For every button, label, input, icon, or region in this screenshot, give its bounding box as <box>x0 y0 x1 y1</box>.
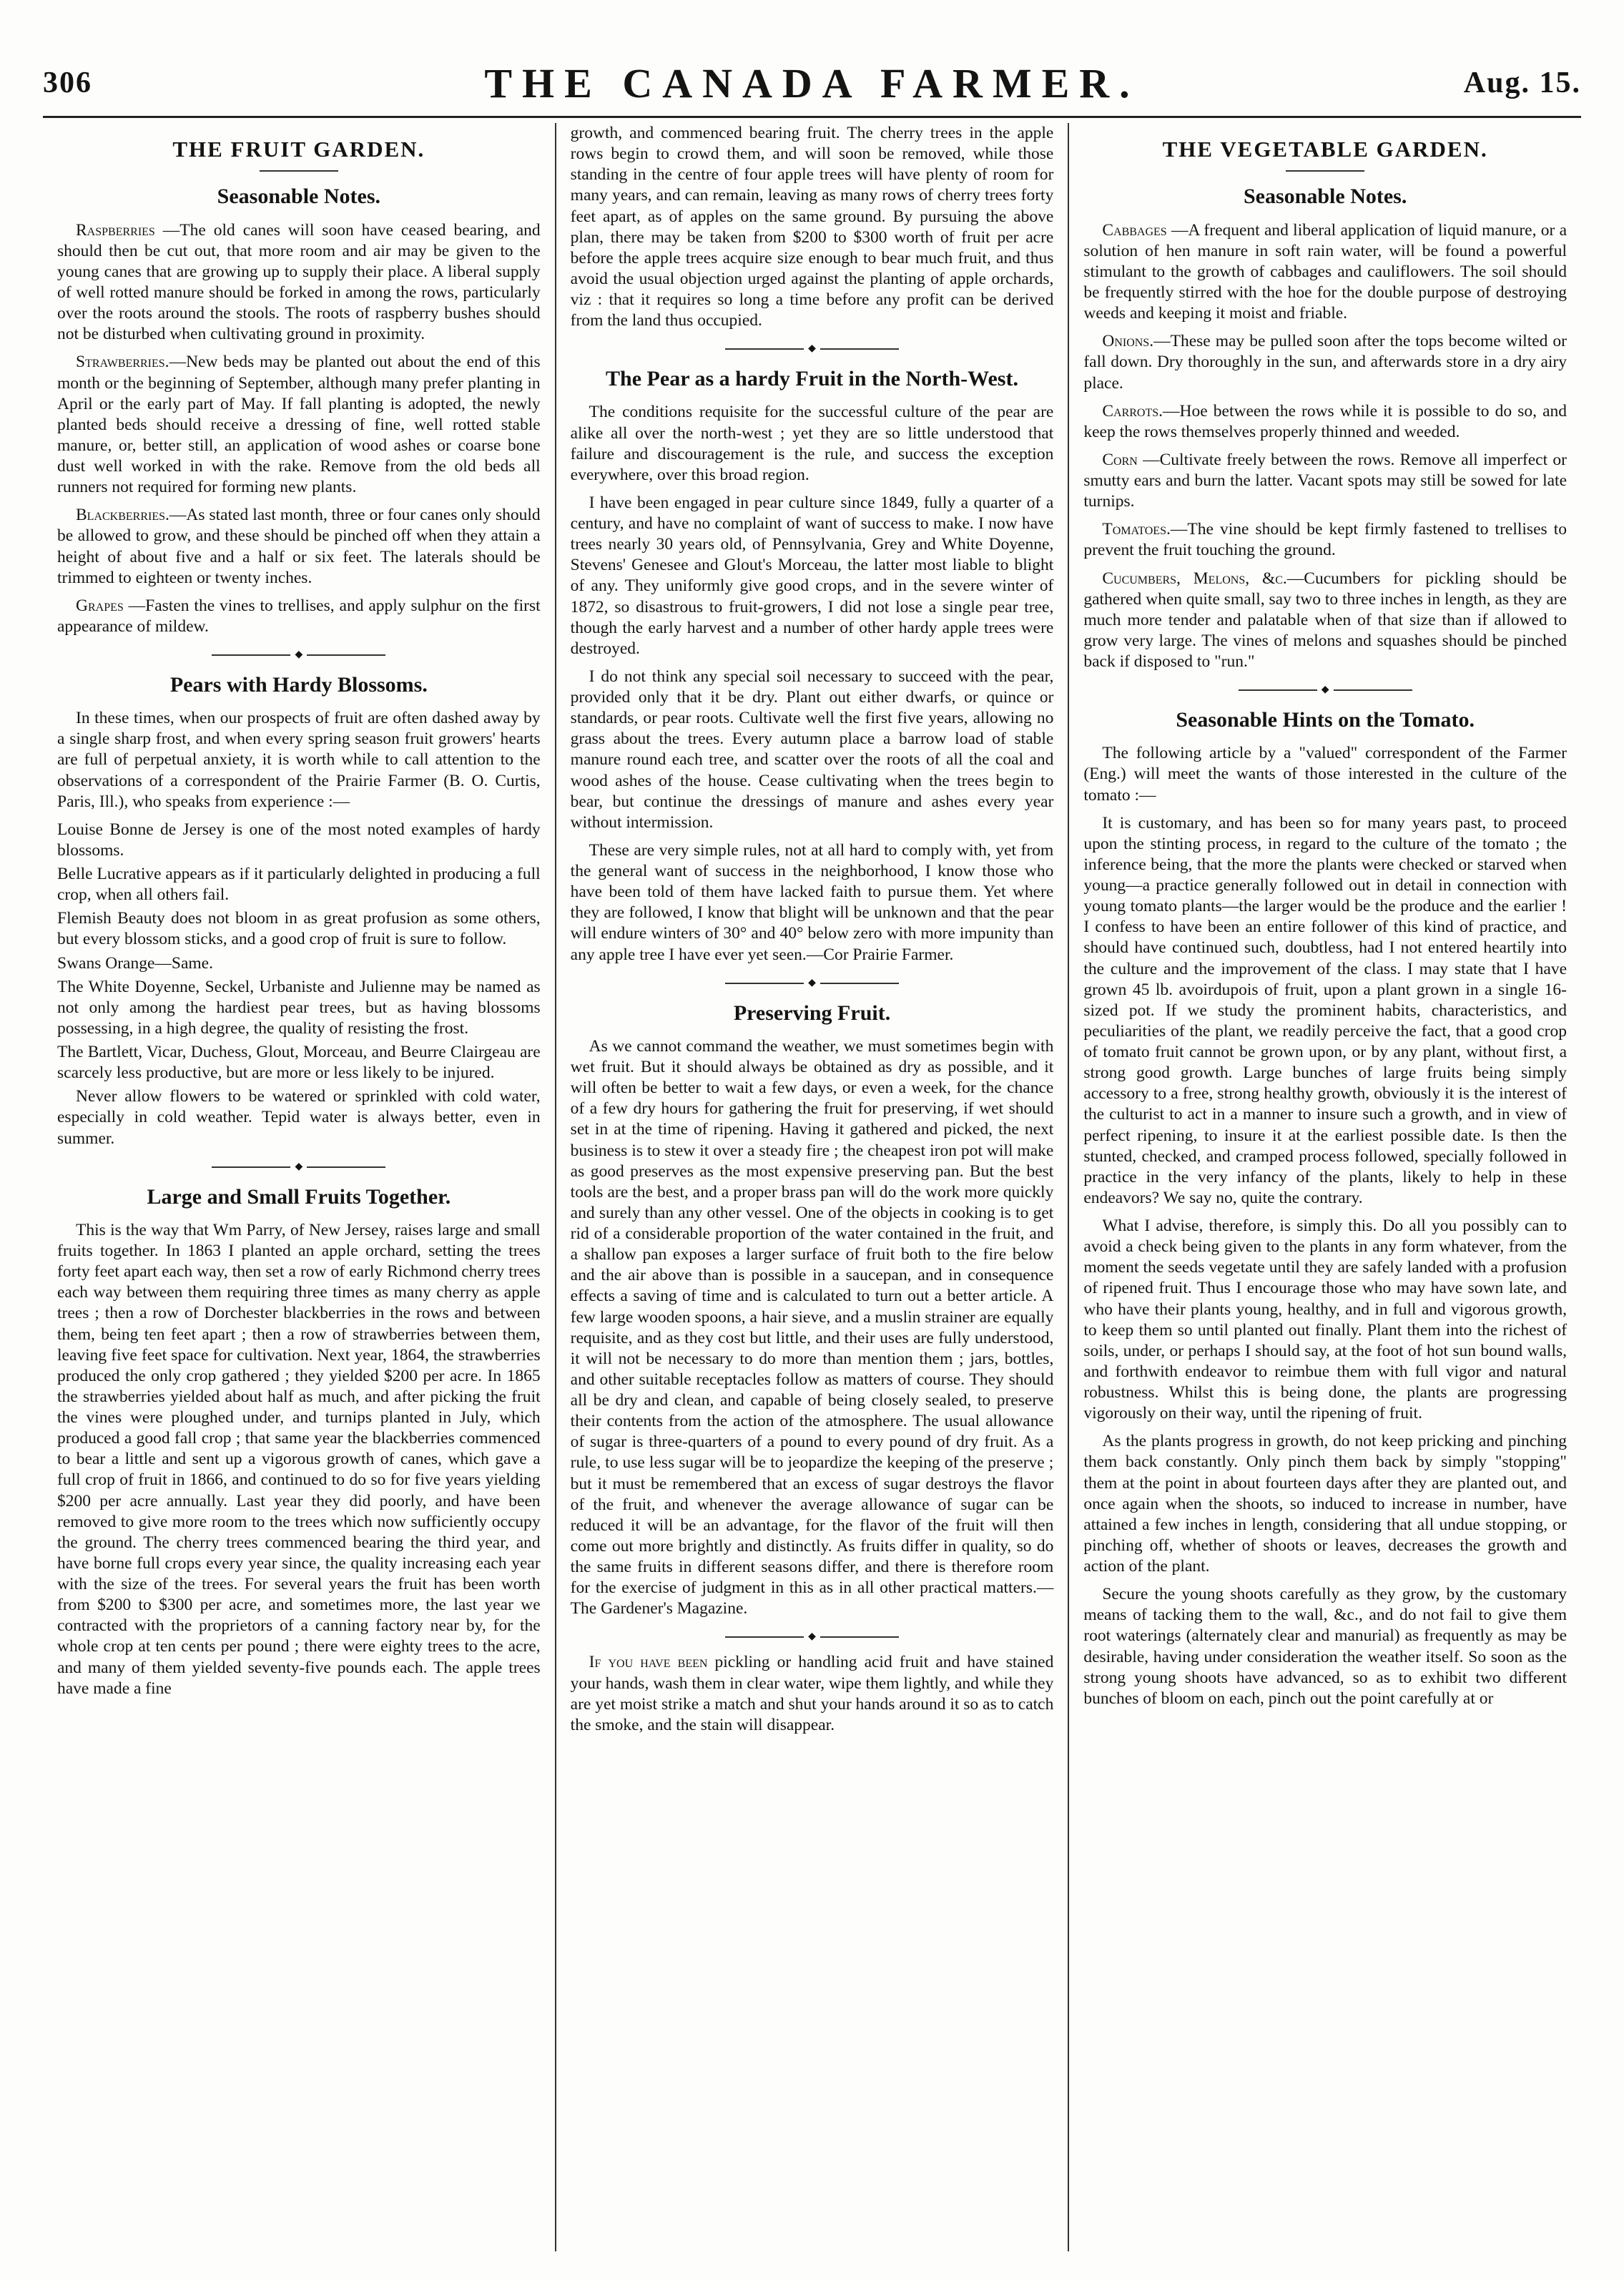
carrots-paragraph <box>1083 401 1567 443</box>
grapes-lead: Grapes <box>76 596 124 615</box>
raspberries-text: —The old canes will soon have ceased bearing, and should then be cut out, that more room and air may be given to the young canes that are growing up to supply their place. A liberal supply of well rotted manure should be forked in among the rows, particularly over the roots around the stools. The roots of raspberry bushes should not be disturbed when cultivating ground in proximity. <box>57 220 541 344</box>
column-1 <box>43 123 555 2251</box>
tomato-hints-paragraph: It is customary, and has been so for many years past, to proceed upon the stinting process, in regard to the culture of the tomato ; the inference being, that the more the plants were checked or starved when young—a practice generally followed out in detail in connection with young tomato plants—the larger would be the produce and the earlier ! I confess to have been an entire follower of this kind of practice, and should have continued such, doubtless, had I not entered heartily into the culture and the improvement of the class. I may state that I have grown 45 lb. avoirdupois of fruit, upon a plant grown in a single 16-sized pot. If we study the prominent habits, characteristics, and peculiarities of the plant, we readily perceive the fact, that a good crop of tomato fruit cannot be grown upon, or by any plant, without first, a strong good growth. Large bunches of large fruits being simply accessory to a free, strong healthy growth, obviously it is the interest of the culturist to act in a manner to insure such a growth, and in view of perfect ripening, to insure it at the earliest possible date. Is then the stunted, checked, and cramped process followed, specially followed in practice in the very infancy of the plants, likely to help in these endeavors? We say no, quite the contrary. <box>1083 813 1568 1207</box>
pear-variety-item: Swans Orange—Same. <box>57 953 213 973</box>
corn-lead: Corn <box>1102 450 1138 469</box>
tomato-hints-intro: The following article by a "valued" correspondent of the Farmer (Eng.) will meet the wants of those interested in the culture of the tomato :— <box>1083 744 1568 805</box>
seasonable-notes-heading: Seasonable Notes. <box>1244 185 1407 209</box>
cucumbers-paragraph <box>1083 569 1567 673</box>
large-small-fruits-heading: Large and Small Fruits Together. <box>147 1184 451 1209</box>
pear-variety-item: Louise Bonne de Jersey is one of the most noted examples of hardy blossoms. <box>57 820 541 860</box>
grapes-text: —Fasten the vines to trellises, and apply sulphur on the first appearance of mildew. <box>57 596 541 636</box>
vegetable-garden-title: THE VEGETABLE GARDEN. <box>1162 137 1488 162</box>
raspberries-paragraph <box>57 220 541 345</box>
pears-hardy-heading: Pears with Hardy Blossoms. <box>169 673 428 697</box>
pear-variety-item: Flemish Beauty does not bloom in as great profusion as some others, but every blossom sticks, and a good crop of fruit is sure to follow. <box>57 909 541 949</box>
pear-northwest-heading: The Pear as a hardy Fruit in the North-West. <box>606 367 1018 391</box>
section-divider: ◆ <box>571 1632 1054 1642</box>
title-rule <box>1286 170 1364 172</box>
carrots-text: —Hoe between the rows while it is possible to do so, and keep the rows themselves properly thinned and weeded. <box>1083 401 1568 441</box>
tomato-hints-heading: Seasonable Hints on the Tomato. <box>1176 708 1475 732</box>
masthead <box>43 50 1581 118</box>
orchard-continuation: growth, and commenced bearing fruit. The cherry trees in the apple rows begin to crowd them, and will soon be removed, while those standing in the centre of four apple trees will have plenty of room for many years, and can remain, leaving as many rows of cherry trees forty feet apart, as of apples on the same ground. By pursuing the above plan, there may be taken from $200 to $300 worth of fruit per acre before the apple trees acquire size enough to bear much fruit, and thus avoid the usual objection urged against the planting of apple orchards, viz : that it requires so long a time before any profit can be derived from the land thus occupied. <box>570 124 1054 330</box>
pear-northwest-paragraph: The conditions requisite for the successful culture of the pear are alike all over the north-west ; yet they are so little understood that failure and discouragement is the rule, and success the exception everywhere, over this broad region. <box>570 403 1054 484</box>
tomatoes-lead: Tomatoes. <box>1102 520 1171 539</box>
cabbages-lead: Cabbages <box>1102 220 1167 240</box>
carrots-lead: Carrots. <box>1102 401 1163 421</box>
newspaper-title: THE CANADA FARMER. <box>484 59 1140 107</box>
pear-northwest-paragraph: I do not think any special soil necessary to succeed with the pear, provided only that it be dry. Plant out either dwarfs, or quince or standards, or pear roots. Cultivate well the first five years, allowing no grass about the trees. Every autumn place a barrow load of stable manure round each tree, and scatter over the roots of all the coal and wood ashes of the house. Cease cultivating when the trees begin to bear, but continue the dressings of manure and ashes every year without intermission. <box>570 667 1054 832</box>
pears-hardy-intro: In these times, when our prospects of fruit are often dashed away by a single sharp frost, and when every spring season fruit growers' hearts are full of perpetual anxiety, it is worth while to call attention to the observations of a correspondent of the Prairie Farmer (B. O. Curtis, Paris, Ill.), who speaks from experience :— <box>57 709 541 811</box>
strawberries-lead: Strawberries. <box>76 353 169 372</box>
strawberries-paragraph <box>57 352 541 498</box>
pear-northwest-paragraph: These are very simple rules, not at all hard to comply with, yet from the general want of success in the neighborhood, I know those who have been told of them have lacked faith to pursue them. Yet where they are followed, I know that blight will be unknown and that the pear will endure winters of 30° and 40° below zero with more impunity than any apple tree I have ever yet seen.—Cor Prairie Farmer. <box>570 840 1054 964</box>
column-2 <box>555 123 1068 2251</box>
preserving-fruit-text: As we cannot command the weather, we must sometimes begin with wet fruit. But it should always be obtained as dry as possible, and it will often be better to wait a few days, or even a week, for the chance of a few dry hours for gathering the fruit for preserving, if wet should set in at the time of ripening. Having it gathered and picked, the next business is to stew it over a steady fire ; the cheapest iron pot will make as good preserves as the most expensive preserving pan. But the best tools are the best, and a proper brass pan will do the work more quickly and surely than any other vessel. One of the objects in cooking is to get rid of a considerable proportion of the water contained in the fruit, and a shallow pan exposes a larger surface of fruit both to the fire below and the air above than is possible in a saucepan, and in consequence effects a saving of time and is calculated to turn out a better article. A few large wooden spoons, a hair sieve, and a muslin strainer are equally requisite, and as they cost but little, and their uses are fully understood, it will not be necessary to do more than mention them ; jars, bottles, and other suitable receptacles follow as matters of course. They should all be dry and clean, and capable of being closely sealed, to preserve their contents from the action of the atmosphere. The usual allowance of sugar is three-quarters of a pound to every pound of dry fruit. As a rule, to use less sugar will be to jeopardize the keeping of the preserve ; but it must be remembered that an excess of sugar destroys the flavor of the fruit, and whenever the average allowance of sugar can be reduced it will be an advantage, for the flavor of the fruit will then come out more brightly and distinctly. As fruits differ in quality, so do the same fruits in different seasons differ, and there is therefore room for the exercise of judgment in this as in all other practical matters.—The Gardener's Magazine. <box>570 1036 1054 1618</box>
section-divider: ◆ <box>57 1162 541 1172</box>
large-small-fruits-text: This is the way that Wm Parry, of New Jersey, raises large and small fruits together. In 1863 I planted an apple orchard, setting the trees forty feet apart each way, then set a row of early Richmond cherry trees each way between them requiring three times as many cherry as apple trees ; then a row of Dorchester blackberries in the rows and between them, being ten feet apart ; then a row of strawberries between them, leaving five feet space for cultivation. Next year, 1864, the strawberries produced the only crop gathered ; they yielded $200 per acre. In 1865 the strawberries yielded about half as much, and after picking the fruit the vines were ploughed under, and turnips planted in July, which produced a good fall crop ; that same year the blackberries commenced to bear a little and sent up a vigorous growth of canes, which gave a full crop of fruit in 1866, and continued to do so for five years yielding $200 per acre annually. Last year they did poorly, and have been removed to give more room to the trees which now sufficiently occupy the ground. The cherry trees commenced bearing the third year, and have borne full crops every year since, the quality increasing each year with the size of the trees. For several years the fruit has been worth from $200 to $300 per acre, and sometimes more, the last year we contracted with the proprietors of a canning factory near by, for the whole crop at ten cents per pound ; there were eighty trees to the acre, and many of them yielded seventy-five pounds each. The apple trees have made a fine <box>57 1220 541 1698</box>
tomato-hints-paragraph: Secure the young shoots carefully as they grow, by the customary means of tacking them to the wall, &c., and do not fail to give them root waterings (alternately clear and manurial) as frequently as may be desirable, having under consideration the weather itself. So soon as the strong young shoots have advanced, so as to exhibit two different bunches of bloom on each, pinch out the point carefully at or <box>1083 1585 1568 1708</box>
pear-northwest-paragraph: I have been engaged in pear culture since 1849, fully a quarter of a century, and have no complaint of want of success to make. I now have trees nearly 30 years old, of Pennsylvania, Grey and White Doyenne, Stevens' Genesee and Glout's Morceau, the latter most liable to blight of any. They uniformly give good crops, and in the severe winter of 1872, so disastrous to fruit-growers, I did not lose a single pear tree, though the early harvest and a number of other hardy apple trees were destroyed. <box>570 493 1054 658</box>
cabbages-text: —A frequent and liberal application of liquid manure, or a solution of hen manure in soft rain water, will be found a powerful stimulant to the growth of cabbages and cauliflowers. The soil should be frequently stirred with the hoe for the double purpose of destroying weeds and keeping it moist and friable. <box>1083 220 1568 323</box>
page-number: 306 <box>43 67 92 99</box>
fruit-garden-title: THE FRUIT GARDEN. <box>172 137 425 162</box>
section-divider: ◆ <box>57 650 541 660</box>
section-divider: ◆ <box>571 344 1054 354</box>
corn-paragraph <box>1083 450 1567 512</box>
pear-variety-item: The White Doyenne, Seckel, Urbaniste and Julienne may be named as not only among the hardiest pear trees, but as having blossoms possessing, in a high degree, the quality of resisting the frost. <box>57 977 541 1038</box>
onions-text: —These may be pulled soon after the tops become wilted or fall down. Dry thoroughly in the sun, and afterwards store in a dry airy place. <box>1083 332 1568 393</box>
onions-paragraph <box>1083 331 1567 393</box>
tomatoes-text: —The vine should be kept firmly fastened to trellises to prevent the fruit touching the ground. <box>1083 520 1568 560</box>
title-rule <box>260 170 338 172</box>
strawberries-text: —New beds may be planted out about the end of this month or the beginning of September, although many prefer planting in April or the early part of May. If fall planting is adopted, the newly planted beds should receive a dressing of fine, well rotted stable manure, or, better still, an application of wood ashes or coarse bone dust well worked in with the rake. Remove from the old beds all runners not required for forming new plants. <box>57 353 541 497</box>
tomatoes-paragraph <box>1083 519 1567 561</box>
pears-hardy-closing: Never allow flowers to be watered or sprinkled with cold water, especially in cold weather. Tepid water is always better, even in summer. <box>57 1087 541 1148</box>
blackberries-lead: Blackberries. <box>76 506 169 525</box>
section-divider: ◆ <box>1083 685 1567 695</box>
seasonable-notes-heading: Seasonable Notes. <box>217 185 380 209</box>
blackberries-paragraph <box>57 505 541 589</box>
pear-variety-item: Belle Lucrative appears as if it particularly delighted in producing a full crop, when all others fail. <box>57 865 541 905</box>
preserving-fruit-heading: Preserving Fruit. <box>733 1001 891 1025</box>
onions-lead: Onions. <box>1102 332 1154 351</box>
corn-text: —Cultivate freely between the rows. Remove all imperfect or smutty ears and burn the latter. Vacant spots may still be sowed for late turnips. <box>1083 450 1568 511</box>
tomato-hints-paragraph: What I advise, therefore, is simply this. Do all you possibly can to avoid a check being given to the plants in any form whatever, from the moment the seeds vegetate until they are safely landed with a profusion of ripened fruit. Thus I encourage those who may have sown late, and who have their plants young, healthy, and in full and vigorous growth, to keep them so until planted out finally. Plant them into the richest of soils, under, or perhaps I should say, at the foot of hot sun bound walls, and forthwith endeavor to reimbue them with full vigor and natural robustness. Whilst this is being done, the plants are progressing vigorously on their way, until the ripening of fruit. <box>1083 1217 1568 1423</box>
cabbages-paragraph <box>1083 220 1567 325</box>
pickling-paragraph <box>571 1652 1054 1736</box>
article-columns <box>43 123 1581 2251</box>
pickling-text: pickling or handling acid fruit and have stained your hands, wash them in clear water, wipe them lightly, and while they are yet moist strike a match and shut your hands around it so as to catch the smoke, and the stain will disappear. <box>570 1653 1054 1734</box>
pickling-lead: If you have been <box>589 1653 708 1672</box>
column-3 <box>1068 123 1581 2251</box>
pear-variety-item: The Bartlett, Vicar, Duchess, Glout, Morceau, and Beurre Clairgeau are scarcely less productive, but are more or less likely to be injured. <box>57 1043 541 1083</box>
cucumbers-lead: Cucumbers, Melons, &c. <box>1102 569 1287 588</box>
grapes-paragraph <box>57 596 541 637</box>
cucumbers-text: —Cucumbers for pickling should be gathered when quite small, say two to three inches in length, as they are much more tender and palatable when of that size than if allowed to grow very large. The vines of melons and squashes should be pinched back if disposed to "run." <box>1083 569 1568 671</box>
section-divider: ◆ <box>571 978 1054 988</box>
issue-date: Aug. 15. <box>1463 67 1581 99</box>
tomato-hints-paragraph: As the plants progress in growth, do not keep pricking and pinching them back constantly. Only pinch them back by simply "stopping" them at the point in about fourteen days after they are planted out, and once again when the shoots, so induced to increase in number, have attained a few inches in length, considering that all undue stopping, or pinching off, whether of shoots or leaves, decreases the growth and action of the plant. <box>1083 1432 1568 1576</box>
raspberries-lead: Raspberries <box>76 220 155 240</box>
blackberries-text: —As stated last month, three or four canes only should be allowed to grow, and these should be pinched off when they attain a height of about five and a half or six feet. The laterals should be trimmed to eighteen or twenty inches. <box>57 506 541 587</box>
